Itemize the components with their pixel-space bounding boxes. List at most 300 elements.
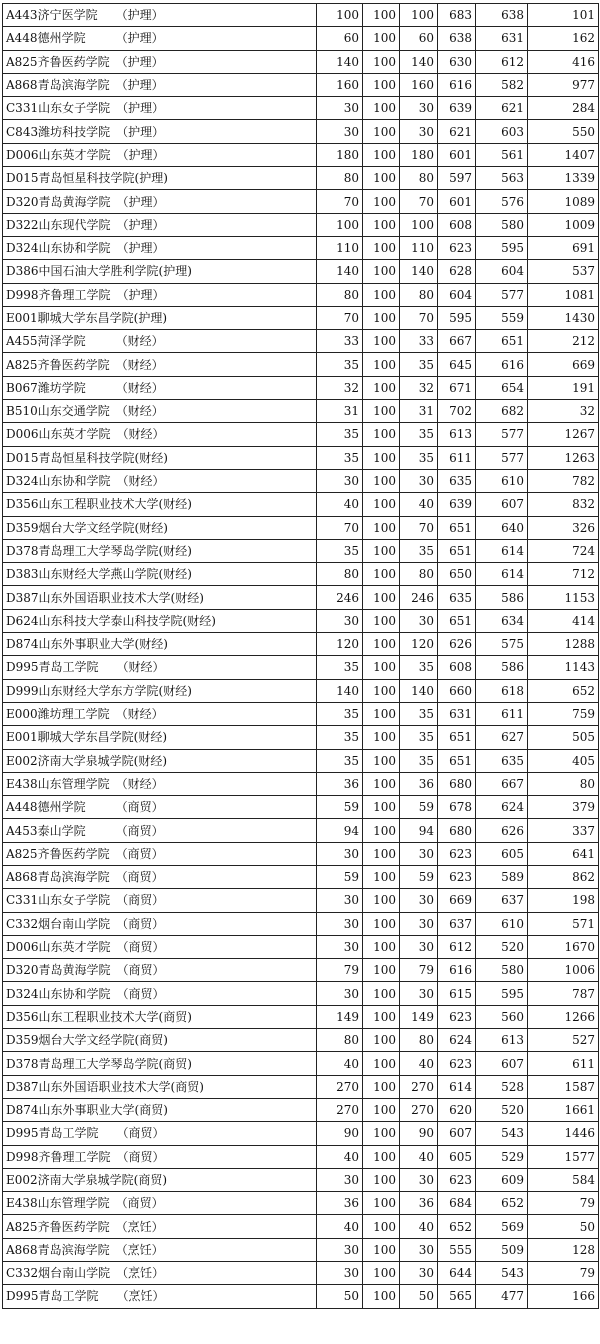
admitted-count-cell: 79 bbox=[400, 959, 438, 982]
plan-count-cell: 59 bbox=[317, 865, 363, 888]
percent-cell: 100 bbox=[363, 935, 400, 958]
max-score-cell: 702 bbox=[438, 400, 476, 423]
admitted-count-cell: 100 bbox=[400, 4, 438, 27]
min-rank-cell: 1446 bbox=[528, 1122, 599, 1145]
plan-count-cell: 30 bbox=[317, 982, 363, 1005]
percent-cell: 100 bbox=[363, 1192, 400, 1215]
admission-score-table bbox=[2, 3, 599, 1309]
max-score-cell: 651 bbox=[438, 749, 476, 772]
plan-count-cell: 50 bbox=[317, 1285, 363, 1308]
max-score-cell: 667 bbox=[438, 330, 476, 353]
admitted-count-cell: 35 bbox=[400, 656, 438, 679]
table-row bbox=[3, 609, 599, 632]
min-rank-cell: 1266 bbox=[528, 1005, 599, 1028]
school-major-cell: D015青岛恒星科技学院(财经) bbox=[3, 446, 317, 469]
min-rank-cell: 641 bbox=[528, 842, 599, 865]
plan-count-cell: 30 bbox=[317, 1238, 363, 1261]
school-major-cell: E438山东管理学院 （商贸） bbox=[3, 1192, 317, 1215]
table-row bbox=[3, 865, 599, 888]
admitted-count-cell: 35 bbox=[400, 446, 438, 469]
max-score-cell: 601 bbox=[438, 190, 476, 213]
admitted-count-cell: 180 bbox=[400, 143, 438, 166]
min-score-cell: 543 bbox=[476, 1262, 528, 1285]
percent-cell: 100 bbox=[363, 1168, 400, 1191]
school-major-cell: C331山东女子学院 （商贸） bbox=[3, 889, 317, 912]
plan-count-cell: 35 bbox=[317, 702, 363, 725]
school-major-cell: D995青岛工学院 （烹饪） bbox=[3, 1285, 317, 1308]
max-score-cell: 615 bbox=[438, 982, 476, 1005]
max-score-cell: 623 bbox=[438, 1052, 476, 1075]
min-score-cell: 529 bbox=[476, 1145, 528, 1168]
plan-count-cell: 35 bbox=[317, 726, 363, 749]
admitted-count-cell: 59 bbox=[400, 865, 438, 888]
table-row bbox=[3, 935, 599, 958]
min-rank-cell: 1089 bbox=[528, 190, 599, 213]
school-major-cell: D995青岛工学院 （财经） bbox=[3, 656, 317, 679]
percent-cell: 100 bbox=[363, 679, 400, 702]
min-score-cell: 563 bbox=[476, 167, 528, 190]
percent-cell: 100 bbox=[363, 260, 400, 283]
percent-cell: 100 bbox=[363, 27, 400, 50]
min-score-cell: 595 bbox=[476, 982, 528, 1005]
percent-cell: 100 bbox=[363, 4, 400, 27]
min-score-cell: 682 bbox=[476, 400, 528, 423]
table-row bbox=[3, 1052, 599, 1075]
admitted-count-cell: 32 bbox=[400, 376, 438, 399]
plan-count-cell: 270 bbox=[317, 1075, 363, 1098]
table-row bbox=[3, 330, 599, 353]
plan-count-cell: 30 bbox=[317, 912, 363, 935]
max-score-cell: 614 bbox=[438, 1075, 476, 1098]
min-rank-cell: 977 bbox=[528, 73, 599, 96]
min-score-cell: 595 bbox=[476, 236, 528, 259]
school-major-cell: B510山东交通学院 （财经） bbox=[3, 400, 317, 423]
min-score-cell: 582 bbox=[476, 73, 528, 96]
school-major-cell: D320青岛黄海学院 （护理） bbox=[3, 190, 317, 213]
table-row bbox=[3, 1145, 599, 1168]
table-row bbox=[3, 842, 599, 865]
percent-cell: 100 bbox=[363, 167, 400, 190]
school-major-cell: E002济南大学泉城学院(商贸) bbox=[3, 1168, 317, 1191]
min-rank-cell: 101 bbox=[528, 4, 599, 27]
min-score-cell: 528 bbox=[476, 1075, 528, 1098]
plan-count-cell: 40 bbox=[317, 1215, 363, 1238]
plan-count-cell: 80 bbox=[317, 167, 363, 190]
admitted-count-cell: 30 bbox=[400, 120, 438, 143]
table-row bbox=[3, 213, 599, 236]
min-score-cell: 607 bbox=[476, 1052, 528, 1075]
table-row bbox=[3, 702, 599, 725]
school-major-cell: A455菏泽学院 （财经） bbox=[3, 330, 317, 353]
percent-cell: 100 bbox=[363, 1075, 400, 1098]
table-row bbox=[3, 1029, 599, 1052]
plan-count-cell: 94 bbox=[317, 819, 363, 842]
min-rank-cell: 611 bbox=[528, 1052, 599, 1075]
admitted-count-cell: 36 bbox=[400, 772, 438, 795]
min-score-cell: 560 bbox=[476, 1005, 528, 1028]
max-score-cell: 651 bbox=[438, 726, 476, 749]
percent-cell: 100 bbox=[363, 306, 400, 329]
plan-count-cell: 30 bbox=[317, 935, 363, 958]
max-score-cell: 639 bbox=[438, 493, 476, 516]
min-rank-cell: 787 bbox=[528, 982, 599, 1005]
admitted-count-cell: 30 bbox=[400, 1238, 438, 1261]
school-major-cell: D324山东协和学院 （商贸） bbox=[3, 982, 317, 1005]
table-row bbox=[3, 236, 599, 259]
min-rank-cell: 337 bbox=[528, 819, 599, 842]
school-major-cell: D378青岛理工大学琴岛学院(财经) bbox=[3, 539, 317, 562]
percent-cell: 100 bbox=[363, 120, 400, 143]
admitted-count-cell: 90 bbox=[400, 1122, 438, 1145]
min-score-cell: 520 bbox=[476, 935, 528, 958]
plan-count-cell: 30 bbox=[317, 97, 363, 120]
table-body bbox=[3, 4, 599, 1309]
table-row bbox=[3, 27, 599, 50]
min-score-cell: 589 bbox=[476, 865, 528, 888]
school-major-cell: C332烟台南山学院 （烹饪） bbox=[3, 1262, 317, 1285]
table-row bbox=[3, 1262, 599, 1285]
min-score-cell: 614 bbox=[476, 539, 528, 562]
school-major-cell: B067潍坊学院 （财经） bbox=[3, 376, 317, 399]
plan-count-cell: 90 bbox=[317, 1122, 363, 1145]
min-score-cell: 576 bbox=[476, 190, 528, 213]
max-score-cell: 650 bbox=[438, 563, 476, 586]
plan-count-cell: 140 bbox=[317, 50, 363, 73]
min-score-cell: 603 bbox=[476, 120, 528, 143]
min-rank-cell: 379 bbox=[528, 796, 599, 819]
min-rank-cell: 1407 bbox=[528, 143, 599, 166]
table-row bbox=[3, 1192, 599, 1215]
min-score-cell: 580 bbox=[476, 213, 528, 236]
percent-cell: 100 bbox=[363, 749, 400, 772]
plan-count-cell: 35 bbox=[317, 423, 363, 446]
min-rank-cell: 79 bbox=[528, 1192, 599, 1215]
min-score-cell: 509 bbox=[476, 1238, 528, 1261]
min-rank-cell: 584 bbox=[528, 1168, 599, 1191]
min-score-cell: 607 bbox=[476, 493, 528, 516]
plan-count-cell: 140 bbox=[317, 679, 363, 702]
plan-count-cell: 30 bbox=[317, 842, 363, 865]
min-score-cell: 580 bbox=[476, 959, 528, 982]
max-score-cell: 601 bbox=[438, 143, 476, 166]
min-rank-cell: 571 bbox=[528, 912, 599, 935]
min-rank-cell: 162 bbox=[528, 27, 599, 50]
min-rank-cell: 1587 bbox=[528, 1075, 599, 1098]
min-rank-cell: 782 bbox=[528, 469, 599, 492]
max-score-cell: 611 bbox=[438, 446, 476, 469]
plan-count-cell: 35 bbox=[317, 656, 363, 679]
plan-count-cell: 70 bbox=[317, 306, 363, 329]
school-major-cell: A825齐鲁医药学院 （烹饪） bbox=[3, 1215, 317, 1238]
table-row bbox=[3, 772, 599, 795]
max-score-cell: 605 bbox=[438, 1145, 476, 1168]
school-major-cell: A825齐鲁医药学院 （护理） bbox=[3, 50, 317, 73]
min-score-cell: 610 bbox=[476, 469, 528, 492]
school-major-cell: D995青岛工学院 （商贸） bbox=[3, 1122, 317, 1145]
school-major-cell: D387山东外国语职业技术大学(财经) bbox=[3, 586, 317, 609]
school-major-cell: E000潍坊理工学院 （财经） bbox=[3, 702, 317, 725]
min-score-cell: 577 bbox=[476, 283, 528, 306]
table-row bbox=[3, 1075, 599, 1098]
school-major-cell: D356山东工程职业技术大学(商贸) bbox=[3, 1005, 317, 1028]
max-score-cell: 678 bbox=[438, 796, 476, 819]
plan-count-cell: 30 bbox=[317, 120, 363, 143]
school-major-cell: D998齐鲁理工学院 （护理） bbox=[3, 283, 317, 306]
percent-cell: 100 bbox=[363, 1098, 400, 1121]
min-score-cell: 635 bbox=[476, 749, 528, 772]
table-row bbox=[3, 400, 599, 423]
min-rank-cell: 1263 bbox=[528, 446, 599, 469]
table-row bbox=[3, 353, 599, 376]
max-score-cell: 630 bbox=[438, 50, 476, 73]
table-row bbox=[3, 982, 599, 1005]
plan-count-cell: 36 bbox=[317, 1192, 363, 1215]
min-rank-cell: 1430 bbox=[528, 306, 599, 329]
max-score-cell: 595 bbox=[438, 306, 476, 329]
percent-cell: 100 bbox=[363, 213, 400, 236]
max-score-cell: 608 bbox=[438, 213, 476, 236]
max-score-cell: 639 bbox=[438, 97, 476, 120]
table-row bbox=[3, 516, 599, 539]
admitted-count-cell: 30 bbox=[400, 609, 438, 632]
max-score-cell: 604 bbox=[438, 283, 476, 306]
admitted-count-cell: 140 bbox=[400, 679, 438, 702]
min-score-cell: 614 bbox=[476, 563, 528, 586]
plan-count-cell: 100 bbox=[317, 4, 363, 27]
min-score-cell: 575 bbox=[476, 633, 528, 656]
percent-cell: 100 bbox=[363, 1145, 400, 1168]
admitted-count-cell: 246 bbox=[400, 586, 438, 609]
percent-cell: 100 bbox=[363, 1238, 400, 1261]
percent-cell: 100 bbox=[363, 609, 400, 632]
admitted-count-cell: 80 bbox=[400, 1029, 438, 1052]
table-row bbox=[3, 469, 599, 492]
admitted-count-cell: 35 bbox=[400, 702, 438, 725]
min-score-cell: 610 bbox=[476, 912, 528, 935]
school-major-cell: D322山东现代学院 （护理） bbox=[3, 213, 317, 236]
percent-cell: 100 bbox=[363, 539, 400, 562]
admitted-count-cell: 40 bbox=[400, 1215, 438, 1238]
plan-count-cell: 149 bbox=[317, 1005, 363, 1028]
plan-count-cell: 79 bbox=[317, 959, 363, 982]
min-rank-cell: 166 bbox=[528, 1285, 599, 1308]
plan-count-cell: 270 bbox=[317, 1098, 363, 1121]
school-major-cell: A448德州学院 （护理） bbox=[3, 27, 317, 50]
min-rank-cell: 284 bbox=[528, 97, 599, 120]
admitted-count-cell: 80 bbox=[400, 283, 438, 306]
min-rank-cell: 1081 bbox=[528, 283, 599, 306]
percent-cell: 100 bbox=[363, 726, 400, 749]
plan-count-cell: 36 bbox=[317, 772, 363, 795]
admitted-count-cell: 60 bbox=[400, 27, 438, 50]
school-major-cell: D378青岛理工大学琴岛学院(商贸) bbox=[3, 1052, 317, 1075]
percent-cell: 100 bbox=[363, 912, 400, 935]
admitted-count-cell: 94 bbox=[400, 819, 438, 842]
min-score-cell: 561 bbox=[476, 143, 528, 166]
min-rank-cell: 1661 bbox=[528, 1098, 599, 1121]
plan-count-cell: 140 bbox=[317, 260, 363, 283]
min-score-cell: 609 bbox=[476, 1168, 528, 1191]
school-major-cell: D386中国石油大学胜利学院(护理) bbox=[3, 260, 317, 283]
school-major-cell: D320青岛黄海学院 （商贸） bbox=[3, 959, 317, 982]
school-major-cell: E438山东管理学院 （财经） bbox=[3, 772, 317, 795]
min-rank-cell: 191 bbox=[528, 376, 599, 399]
max-score-cell: 624 bbox=[438, 1029, 476, 1052]
min-rank-cell: 1670 bbox=[528, 935, 599, 958]
max-score-cell: 680 bbox=[438, 819, 476, 842]
plan-count-cell: 70 bbox=[317, 190, 363, 213]
plan-count-cell: 40 bbox=[317, 1052, 363, 1075]
max-score-cell: 620 bbox=[438, 1098, 476, 1121]
admitted-count-cell: 70 bbox=[400, 516, 438, 539]
table-row bbox=[3, 73, 599, 96]
min-score-cell: 605 bbox=[476, 842, 528, 865]
school-major-cell: D387山东外国语职业技术大学(商贸) bbox=[3, 1075, 317, 1098]
max-score-cell: 621 bbox=[438, 120, 476, 143]
table-row bbox=[3, 376, 599, 399]
table-row bbox=[3, 260, 599, 283]
percent-cell: 100 bbox=[363, 865, 400, 888]
max-score-cell: 660 bbox=[438, 679, 476, 702]
school-major-cell: D356山东工程职业技术大学(财经) bbox=[3, 493, 317, 516]
table-row bbox=[3, 446, 599, 469]
min-score-cell: 654 bbox=[476, 376, 528, 399]
max-score-cell: 555 bbox=[438, 1238, 476, 1261]
min-rank-cell: 862 bbox=[528, 865, 599, 888]
percent-cell: 100 bbox=[363, 376, 400, 399]
min-rank-cell: 652 bbox=[528, 679, 599, 702]
max-score-cell: 616 bbox=[438, 959, 476, 982]
max-score-cell: 635 bbox=[438, 586, 476, 609]
admitted-count-cell: 35 bbox=[400, 749, 438, 772]
max-score-cell: 623 bbox=[438, 236, 476, 259]
plan-count-cell: 80 bbox=[317, 1029, 363, 1052]
max-score-cell: 680 bbox=[438, 772, 476, 795]
school-major-cell: D015青岛恒星科技学院(护理) bbox=[3, 167, 317, 190]
table-row bbox=[3, 1122, 599, 1145]
percent-cell: 100 bbox=[363, 982, 400, 1005]
school-major-cell: D006山东英才学院 （财经） bbox=[3, 423, 317, 446]
plan-count-cell: 70 bbox=[317, 516, 363, 539]
percent-cell: 100 bbox=[363, 656, 400, 679]
min-rank-cell: 198 bbox=[528, 889, 599, 912]
max-score-cell: 616 bbox=[438, 73, 476, 96]
min-score-cell: 626 bbox=[476, 819, 528, 842]
percent-cell: 100 bbox=[363, 633, 400, 656]
min-score-cell: 559 bbox=[476, 306, 528, 329]
school-major-cell: D874山东外事职业大学(商贸) bbox=[3, 1098, 317, 1121]
admitted-count-cell: 100 bbox=[400, 213, 438, 236]
plan-count-cell: 33 bbox=[317, 330, 363, 353]
min-score-cell: 627 bbox=[476, 726, 528, 749]
percent-cell: 100 bbox=[363, 190, 400, 213]
min-rank-cell: 32 bbox=[528, 400, 599, 423]
min-score-cell: 637 bbox=[476, 889, 528, 912]
max-score-cell: 637 bbox=[438, 912, 476, 935]
table-row bbox=[3, 586, 599, 609]
max-score-cell: 652 bbox=[438, 1215, 476, 1238]
admitted-count-cell: 30 bbox=[400, 469, 438, 492]
school-major-cell: A448德州学院 （商贸） bbox=[3, 796, 317, 819]
min-rank-cell: 669 bbox=[528, 353, 599, 376]
max-score-cell: 644 bbox=[438, 1262, 476, 1285]
min-rank-cell: 550 bbox=[528, 120, 599, 143]
min-score-cell: 631 bbox=[476, 27, 528, 50]
admitted-count-cell: 270 bbox=[400, 1075, 438, 1098]
table-row bbox=[3, 493, 599, 516]
percent-cell: 100 bbox=[363, 423, 400, 446]
max-score-cell: 631 bbox=[438, 702, 476, 725]
min-rank-cell: 505 bbox=[528, 726, 599, 749]
percent-cell: 100 bbox=[363, 563, 400, 586]
plan-count-cell: 40 bbox=[317, 493, 363, 516]
table-row bbox=[3, 656, 599, 679]
max-score-cell: 623 bbox=[438, 1168, 476, 1191]
table-row bbox=[3, 97, 599, 120]
min-rank-cell: 1288 bbox=[528, 633, 599, 656]
max-score-cell: 651 bbox=[438, 609, 476, 632]
min-score-cell: 577 bbox=[476, 423, 528, 446]
admitted-count-cell: 30 bbox=[400, 842, 438, 865]
min-rank-cell: 1006 bbox=[528, 959, 599, 982]
admitted-count-cell: 30 bbox=[400, 889, 438, 912]
percent-cell: 100 bbox=[363, 1052, 400, 1075]
percent-cell: 100 bbox=[363, 796, 400, 819]
plan-count-cell: 35 bbox=[317, 353, 363, 376]
max-score-cell: 669 bbox=[438, 889, 476, 912]
school-major-cell: A453泰山学院 （商贸） bbox=[3, 819, 317, 842]
school-major-cell: A825齐鲁医药学院 （财经） bbox=[3, 353, 317, 376]
school-major-cell: A868青岛滨海学院 （护理） bbox=[3, 73, 317, 96]
percent-cell: 100 bbox=[363, 493, 400, 516]
min-rank-cell: 1339 bbox=[528, 167, 599, 190]
percent-cell: 100 bbox=[363, 842, 400, 865]
school-major-cell: C843潍坊科技学院 （护理） bbox=[3, 120, 317, 143]
percent-cell: 100 bbox=[363, 889, 400, 912]
plan-count-cell: 80 bbox=[317, 563, 363, 586]
school-major-cell: A868青岛滨海学院 （商贸） bbox=[3, 865, 317, 888]
plan-count-cell: 30 bbox=[317, 469, 363, 492]
admitted-count-cell: 120 bbox=[400, 633, 438, 656]
school-major-cell: C332烟台南山学院 （商贸） bbox=[3, 912, 317, 935]
table-row bbox=[3, 726, 599, 749]
min-score-cell: 611 bbox=[476, 702, 528, 725]
admitted-count-cell: 40 bbox=[400, 493, 438, 516]
table-row bbox=[3, 167, 599, 190]
school-major-cell: E002济南大学泉城学院(财经) bbox=[3, 749, 317, 772]
max-score-cell: 645 bbox=[438, 353, 476, 376]
admitted-count-cell: 31 bbox=[400, 400, 438, 423]
plan-count-cell: 30 bbox=[317, 1262, 363, 1285]
school-major-cell: D324山东协和学院 （财经） bbox=[3, 469, 317, 492]
plan-count-cell: 180 bbox=[317, 143, 363, 166]
admitted-count-cell: 110 bbox=[400, 236, 438, 259]
min-rank-cell: 212 bbox=[528, 330, 599, 353]
min-score-cell: 667 bbox=[476, 772, 528, 795]
plan-count-cell: 110 bbox=[317, 236, 363, 259]
max-score-cell: 608 bbox=[438, 656, 476, 679]
min-score-cell: 586 bbox=[476, 586, 528, 609]
plan-count-cell: 80 bbox=[317, 283, 363, 306]
percent-cell: 100 bbox=[363, 283, 400, 306]
school-major-cell: D624山东科技大学泰山科技学院(财经) bbox=[3, 609, 317, 632]
table-row bbox=[3, 1168, 599, 1191]
min-score-cell: 520 bbox=[476, 1098, 528, 1121]
school-major-cell: D998齐鲁理工学院 （商贸） bbox=[3, 1145, 317, 1168]
admitted-count-cell: 30 bbox=[400, 1168, 438, 1191]
table-row bbox=[3, 539, 599, 562]
plan-count-cell: 100 bbox=[317, 213, 363, 236]
